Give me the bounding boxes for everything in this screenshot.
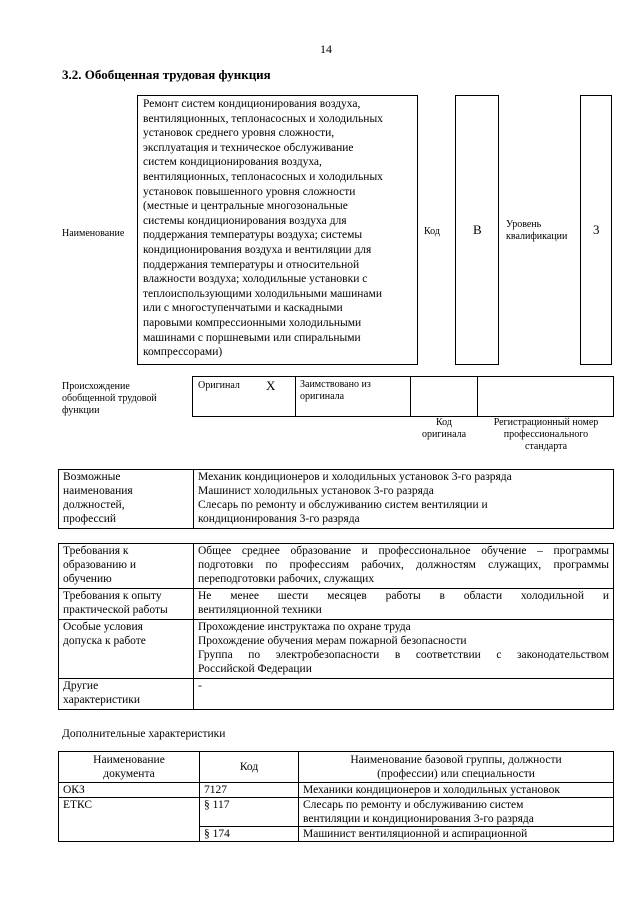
positions-label — [59, 470, 194, 529]
row-code: 7127 — [200, 783, 299, 798]
otf-name-line: поддержания температуры и относительной — [143, 258, 360, 271]
row-doc — [59, 827, 200, 842]
experience-value — [194, 589, 614, 620]
row-name-line: Слесарь по ремонту и обслуживанию систем — [303, 799, 524, 811]
reg-number-caption — [478, 417, 614, 453]
borrowed-label-line: Заимствовано из — [300, 379, 371, 390]
label-line: характеристики — [63, 694, 141, 706]
borrowed-label-line: оригинала — [300, 391, 345, 402]
otf-name-line: системы кондиционирования воздуха для — [143, 214, 347, 227]
otf-name-text — [143, 97, 415, 360]
row-name — [299, 798, 614, 827]
positions-label-line: профессий — [63, 513, 117, 525]
head-line: (профессии) или специальности — [377, 768, 535, 780]
value-line: подготовки по профессиям рабочих, должностям служащих, программы — [198, 559, 609, 571]
head-line: документа — [103, 768, 155, 780]
row-name-line: Механики кондиционеров и холодильных установок — [303, 784, 560, 796]
education-label — [59, 544, 194, 589]
otf-name-line: установок среднего уровня сложности, — [143, 127, 335, 140]
level-label — [506, 219, 567, 243]
row-doc: ОКЗ — [59, 783, 200, 798]
value-line: Российской Федерации — [198, 663, 312, 675]
experience-label — [59, 589, 194, 620]
origin-divider — [295, 376, 296, 417]
borrowed-label — [300, 379, 371, 403]
caption-line: оригинала — [421, 429, 467, 440]
caption-line: Код — [436, 417, 452, 428]
otf-name-line: (местные и центральные многозональные — [143, 200, 348, 213]
origin-table — [192, 376, 614, 417]
position-line: Слесарь по ремонту и обслуживанию систем вентиляции и — [198, 499, 488, 511]
otf-name-line: вентиляционных, теплонасосных и холодильных — [143, 170, 383, 183]
positions-values — [194, 470, 614, 529]
caption-line: стандарта — [524, 441, 568, 452]
row-name-line: Машинист вентиляционной и аспирационной — [303, 828, 528, 840]
original-label: Оригинал — [198, 380, 240, 391]
extra-title: Дополнительные характеристики — [62, 728, 226, 740]
positions-label-line: Возможные — [63, 471, 121, 483]
head-line: Наименование — [93, 754, 165, 766]
origin-label — [62, 381, 157, 417]
education-value — [194, 544, 614, 589]
otf-name-line: вентиляционных, теплонасосных и холодильных — [143, 112, 383, 125]
name-label: Наименование — [62, 228, 125, 239]
level-label-line: Уровень — [506, 219, 542, 230]
head-code — [200, 752, 299, 783]
value-line: переподготовки рабочих, служащих — [198, 573, 375, 585]
row-name — [299, 827, 614, 842]
head-line: Код — [239, 761, 259, 773]
otf-name-line: систем кондиционирования воздуха, — [143, 156, 322, 169]
otf-name-line: Ремонт систем кондиционирования воздуха, — [143, 98, 361, 110]
otf-name-line: кондиционирования воздуха и вентиляции для — [143, 243, 372, 256]
row-name — [299, 783, 614, 798]
label-line: Особые условия — [63, 621, 143, 633]
extra-table — [58, 751, 614, 842]
head-name — [299, 752, 614, 783]
row-name-line: вентиляции и кондиционирования 3-го разряда — [303, 813, 534, 825]
origin-divider — [477, 376, 478, 417]
origin-label-line: Происхождение — [62, 381, 130, 392]
otf-name-line: влажности воздуха; холодильные установки с — [143, 273, 368, 286]
value-line: Прохождение инструктажа по охране труда — [198, 621, 411, 633]
row-code: § 117 — [200, 798, 299, 827]
code-original-caption — [412, 417, 476, 441]
caption-line: Регистрационный номер — [493, 417, 599, 428]
other-value — [194, 679, 614, 710]
otf-name-line: паровыми компрессионными холодильными — [143, 316, 362, 329]
value-line: Общее среднее образование и профессиональное обучение – программы — [198, 545, 609, 557]
table-row — [59, 827, 614, 842]
original-mark: X — [266, 378, 276, 393]
head-line: Наименование базовой группы, должности — [350, 754, 562, 766]
value-line: вентиляционной техники — [198, 604, 322, 616]
value-line: - — [198, 680, 202, 692]
otf-name-line: теплоиспользующими холодильными машинами — [143, 287, 382, 300]
value-line: Группа по электробезопасности в соответствии с законодательством — [198, 649, 609, 661]
page-number: 14 — [320, 42, 332, 56]
table-row — [59, 798, 614, 827]
level-label-line: квалификации — [506, 231, 568, 242]
requirements-table — [58, 543, 614, 710]
label-line: обучению — [63, 573, 112, 585]
section-title: 3.2. Обобщенная трудовая функция — [62, 67, 271, 82]
otf-name-line: установок повышенного уровня сложности — [143, 185, 356, 198]
label-line: практической работы — [63, 604, 168, 616]
row-code: § 174 — [200, 827, 299, 842]
otf-name-line: поддержания температуры воздуха; системы — [143, 229, 363, 242]
level-value: 3 — [593, 222, 600, 237]
position-line: Машинист холодильных установок 3-го разряда — [198, 485, 434, 497]
code-value: B — [473, 222, 482, 237]
label-line: образованию и — [63, 559, 136, 571]
head-doc — [59, 752, 200, 783]
positions-label-line: должностей, — [63, 499, 125, 511]
position-line: Механик кондиционеров и холодильных установок 3-го разряда — [198, 471, 512, 483]
label-line: Требования к опыту — [63, 590, 162, 602]
origin-label-line: обобщенной трудовой — [62, 393, 157, 404]
code-label: Код — [424, 226, 440, 237]
positions-table — [58, 469, 614, 529]
otf-name-line: машинами с поршневыми или спиральными — [143, 331, 361, 344]
value-line: Прохождение обучения мерам пожарной безопасности — [198, 635, 467, 647]
label-line: допуска к работе — [63, 635, 146, 647]
row-doc: ЕТКС — [59, 798, 200, 827]
caption-line: профессионального — [503, 429, 589, 440]
admission-label — [59, 620, 194, 679]
origin-label-line: функции — [62, 405, 100, 416]
other-label — [59, 679, 194, 710]
position-line: кондиционирования 3-го разряда — [198, 513, 360, 525]
otf-name-line: или с многоступенчатыми и каскадными — [143, 302, 343, 315]
label-line: Требования к — [63, 545, 129, 557]
table-row — [59, 783, 614, 798]
value-line: Не менее шести месяцев работы в области холодильной и — [198, 590, 609, 602]
positions-label-line: наименования — [63, 485, 133, 497]
otf-name-line: компрессорами) — [143, 346, 223, 359]
otf-name-line: эксплуатация и техническое обслуживание — [143, 141, 354, 154]
admission-value — [194, 620, 614, 679]
label-line: Другие — [63, 680, 99, 692]
origin-divider — [410, 376, 411, 417]
